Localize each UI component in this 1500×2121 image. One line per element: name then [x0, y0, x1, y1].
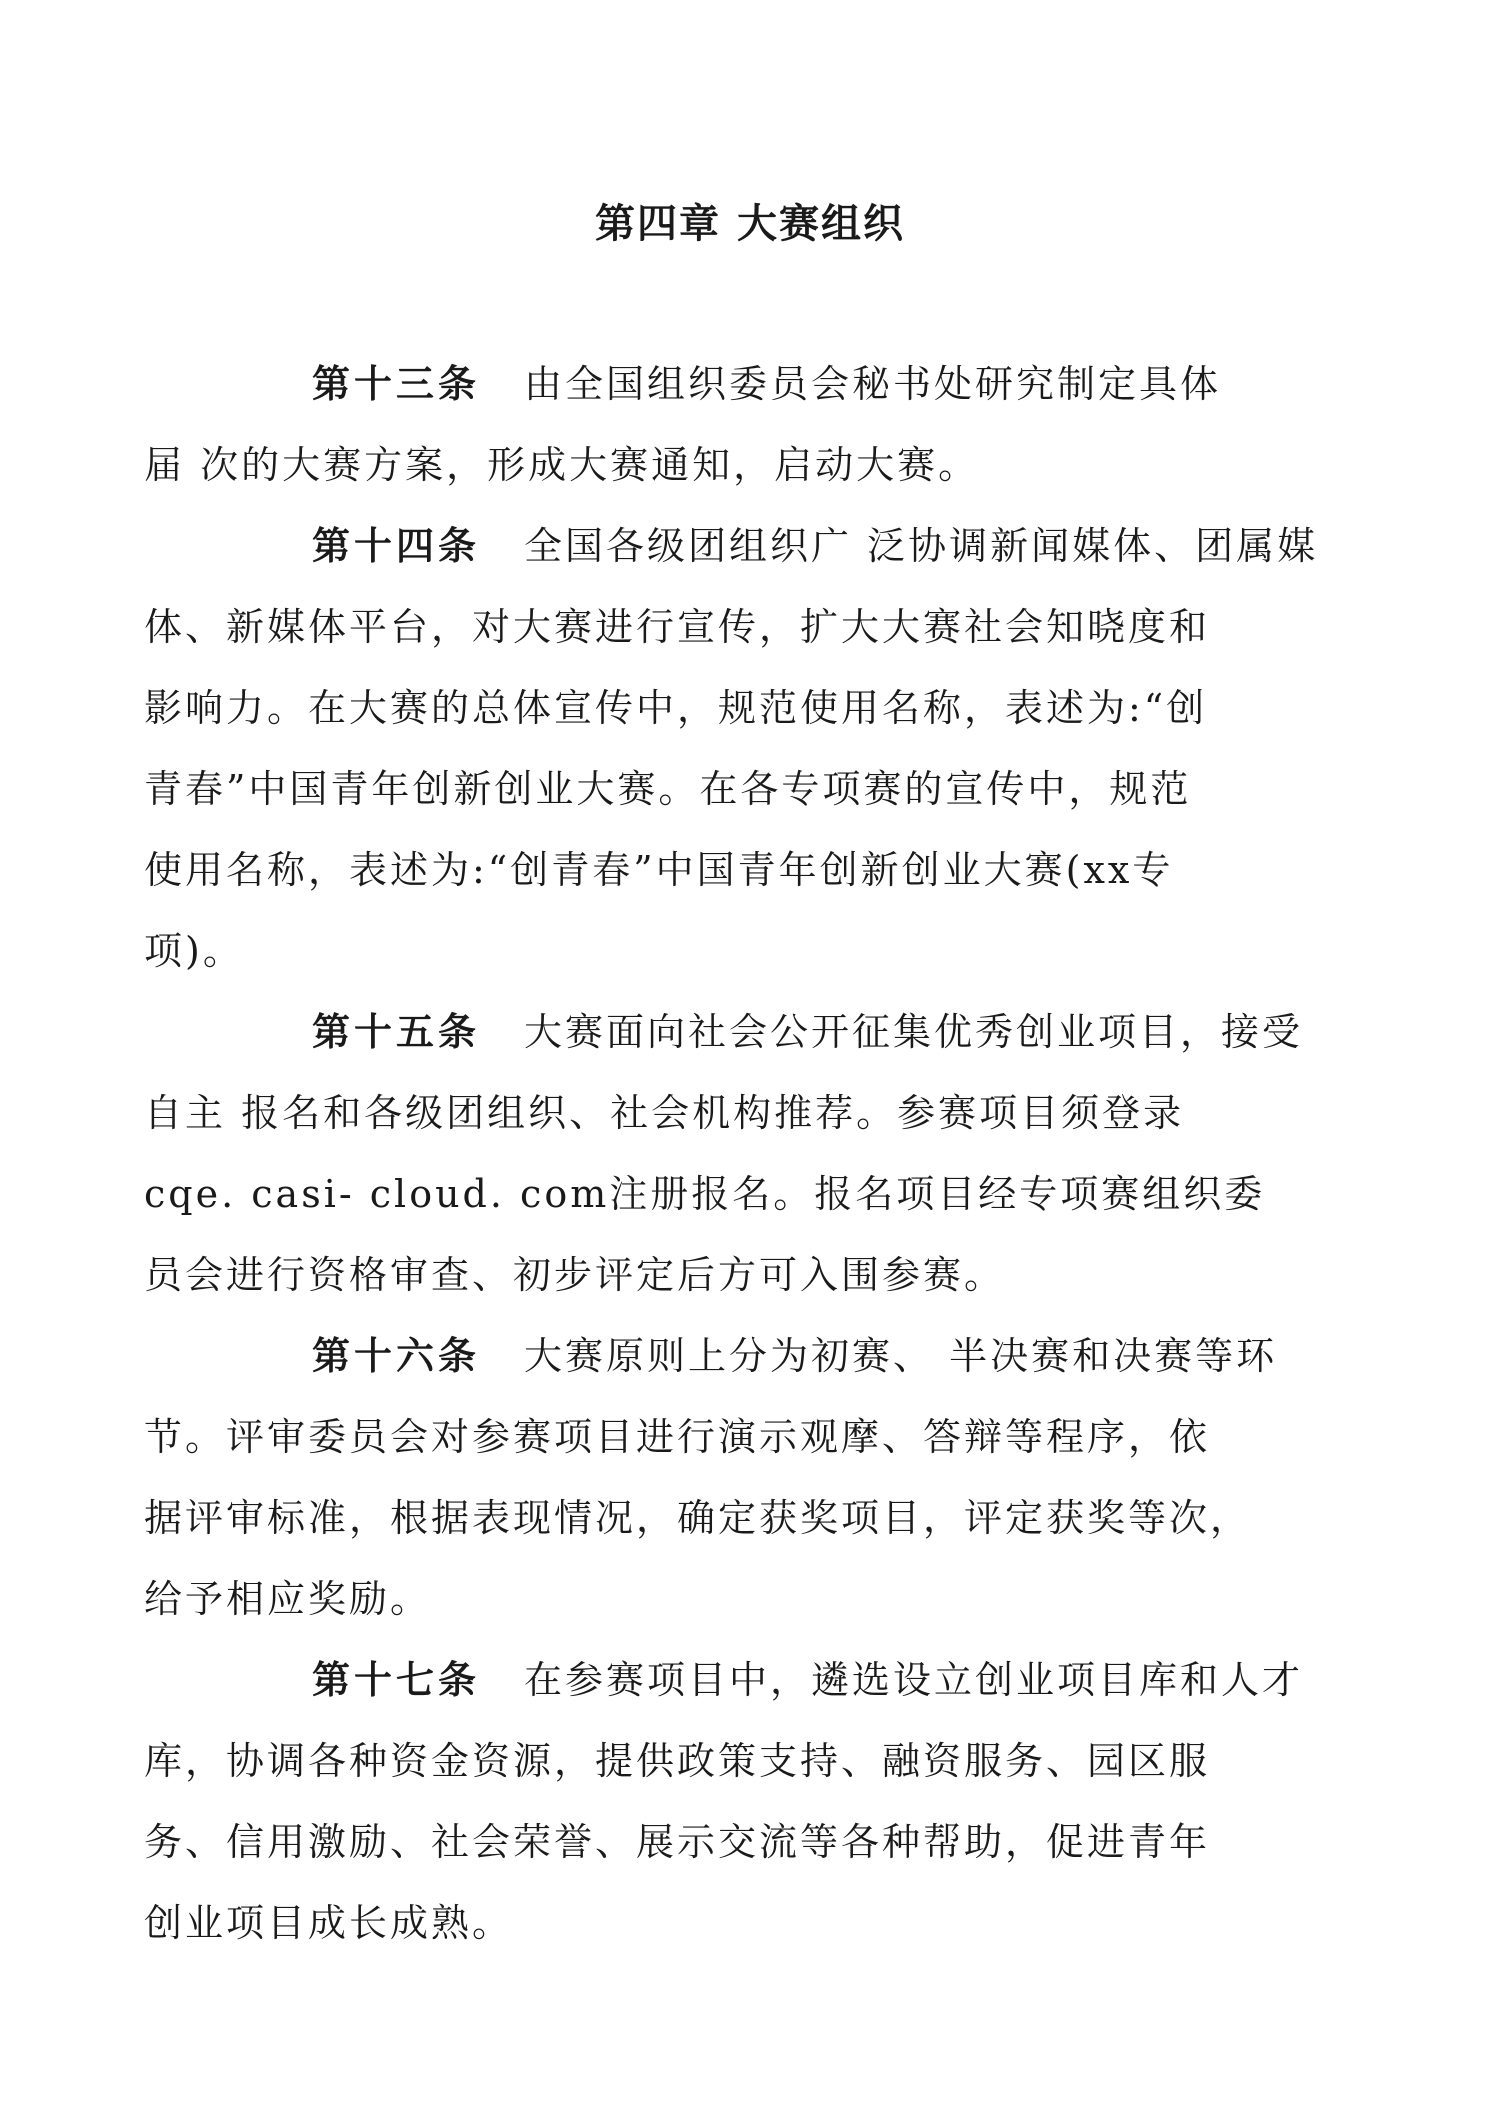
article-label: 第十五条 — [312, 1010, 481, 1054]
document-body — [144, 344, 1319, 1964]
article-label: 第十三条 — [312, 362, 481, 406]
article-line: 青春”中国青年创新创业大赛。在各专项赛的宣传中，规范 — [144, 767, 1192, 811]
article-line: 据评审标准，根据表现情况，确定获奖项目，评定获奖等次， — [144, 1496, 1252, 1540]
article-line — [228, 1316, 1288, 1397]
article-line: 务、信用激励、社会荣誉、展示交流等各种帮助，促进青年 — [144, 1820, 1211, 1864]
article-line: cqe. casi- cloud. com注册报名。报名项目经专项赛组织委 — [144, 1172, 1266, 1216]
article-line — [228, 344, 1288, 425]
article-line: 库，协调各种资金资源，提供政策支持、融资服务、园区服 — [144, 1739, 1211, 1783]
article-line: 届 次的大赛方案，形成大赛通知，启动大赛。 — [144, 443, 980, 487]
article-line — [228, 506, 1319, 587]
article-16 — [144, 1316, 1288, 1640]
article-13 — [144, 344, 1288, 506]
article-text: 全国各级团组织广 泛协调新闻媒体、团属媒 — [524, 524, 1319, 568]
article-line: 自主 报名和各级团组织、社会机构推荐。参赛项目须登录 — [144, 1091, 1185, 1135]
article-text: 大赛面向社会公开征集优秀创业项目，接受 — [524, 1010, 1304, 1054]
article-label: 第十六条 — [312, 1334, 481, 1378]
article-14 — [144, 506, 1319, 992]
article-line: 节。评审委员会对参赛项目进行演示观摩、答辩等程序，依 — [144, 1415, 1211, 1459]
chapter-title: 第四章 大赛组织 — [595, 201, 905, 247]
article-15 — [144, 992, 1304, 1316]
article-label: 第十四条 — [312, 524, 481, 568]
article-text: 在参赛项目中，遴选设立创业项目库和人才 — [524, 1658, 1304, 1702]
article-line: 员会进行资格审查、初步评定后方可入围参赛。 — [144, 1253, 1006, 1297]
article-line: 给予相应奖励。 — [144, 1577, 432, 1621]
article-line: 创业项目成长成熟。 — [144, 1901, 514, 1945]
article-line: 使用名称，表述为:“创青春”中国青年创新创业大赛(xx专 — [144, 848, 1174, 892]
article-line: 体、新媒体平台，对大赛进行宣传，扩大大赛社会知晓度和 — [144, 605, 1211, 649]
article-text: 由全国组织委员会秘书处研究制定具体 — [524, 362, 1222, 406]
article-line — [228, 1640, 1304, 1721]
article-label: 第十七条 — [312, 1658, 481, 1702]
article-text: 大赛原则上分为初赛、 半决赛和决赛等环 — [524, 1334, 1278, 1378]
article-17 — [144, 1640, 1304, 1964]
article-line: 影响力。在大赛的总体宣传中，规范使用名称，表述为:“创 — [144, 686, 1208, 730]
article-line — [228, 992, 1304, 1073]
article-line: 项)。 — [144, 929, 244, 973]
